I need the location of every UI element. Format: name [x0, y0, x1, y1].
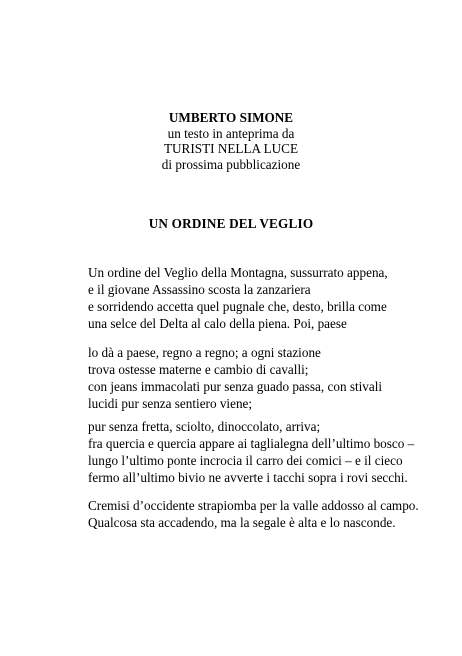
stanza-4 [88, 497, 448, 531]
preview-note: un testo in anteprima da [167, 125, 295, 141]
poem-line: Cremisi d’occidente strapiomba per la valle addosso al campo. [88, 498, 419, 513]
poem-line: e il giovane Assassino scosta la zanzariera [88, 282, 311, 297]
poem-line: lungo l’ultimo ponte incrocia il carro dei comici – e il cieco [88, 453, 403, 468]
poem-line: e sorridendo accetta quel pugnale che, desto, brilla come [88, 299, 387, 314]
stanza-3 [88, 418, 448, 486]
poem-line: fermo all’ultimo bivio ne avverte i tacchi sopra i rovi secchi. [88, 470, 408, 485]
publication-header [0, 110, 462, 172]
stanza-1 [88, 264, 448, 332]
poem-line: fra quercia e quercia appare ai taglialegna dell’ultimo bosco – [88, 436, 415, 451]
poem-line: lo dà a paese, regno a regno; a ogni stazione [88, 345, 321, 360]
poem-line: una selce del Delta al calo della piena. Poi, paese [88, 316, 347, 331]
poem-line: trova ostesse materne e cambio di cavalli; [88, 362, 309, 377]
poem-title: UN ORDINE DEL VEGLIO [148, 216, 314, 231]
poem-line: Un ordine del Veglio della Montagna, sussurrato appena, [88, 265, 388, 280]
poem-line: pur senza fretta, sciolto, dinoccolato, arriva; [88, 419, 321, 434]
publication-note: di prossima pubblicazione [161, 156, 301, 172]
poem-line: Qualcosa sta accadendo, ma la segale è alta e lo nasconde. [88, 515, 396, 530]
stanza-2 [88, 344, 448, 412]
author-name: UMBERTO SIMONE [168, 110, 294, 125]
poem-line: con jeans immacolati pur senza guado passa, con stivali [88, 379, 383, 394]
poem-line: lucidi pur senza sentiero viene; [88, 396, 253, 411]
book-title: TURISTI NELLA LUCE [163, 141, 299, 156]
